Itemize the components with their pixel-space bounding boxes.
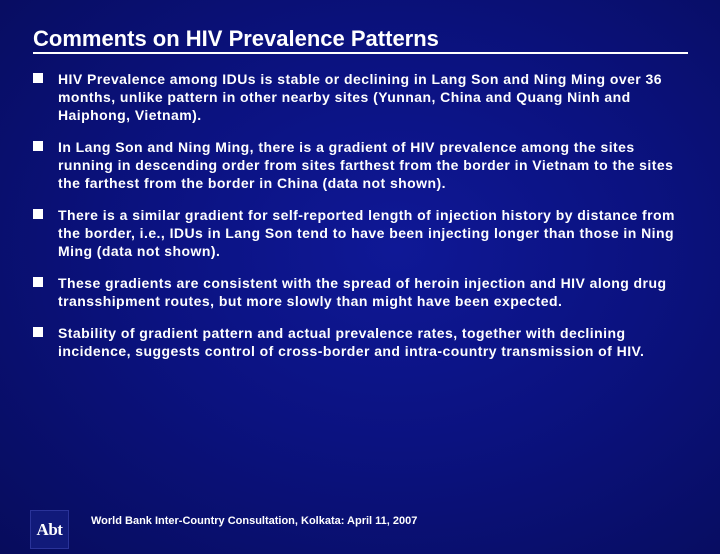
slide-title: Comments on HIV Prevalence Patterns	[33, 26, 688, 54]
logo-text: Abt	[36, 519, 63, 539]
square-bullet-icon	[33, 209, 43, 219]
footer-text: World Bank Inter-Country Consultation, Kolkata: April 11, 2007	[91, 515, 418, 527]
bullet-text: There is a similar gradient for self-reported length of injection history by distance from the border, i.e., IDUs in Lang Son tend to have been injecting longer than those in Ning Ming (data not shown).	[58, 207, 675, 259]
square-bullet-icon	[33, 277, 43, 287]
bullet-text: HIV Prevalence among IDUs is stable or declining in Lang Son and Ning Ming over 36 months, unlike pattern in other nearby sites (Yunnan, China and Quang Ninh and Haiphong, Vietnam).	[58, 71, 663, 123]
bullet-item	[33, 274, 683, 310]
bullet-item	[33, 138, 683, 192]
bullet-text: Stability of gradient pattern and actual prevalence rates, together with declining incidence, suggests control of cross-border and intra-country transmission of HIV.	[58, 325, 645, 359]
bullet-item	[33, 70, 683, 124]
square-bullet-icon	[33, 141, 43, 151]
bullet-list	[33, 70, 683, 374]
square-bullet-icon	[33, 327, 43, 337]
square-bullet-icon	[33, 73, 43, 83]
bullet-item	[33, 324, 683, 360]
bullet-item	[33, 206, 683, 260]
bullet-text: In Lang Son and Ning Ming, there is a gradient of HIV prevalence among the sites running in descending order from sites farthest from the border in Vietnam to the sites the farthest from the border in China (data not shown).	[58, 139, 674, 191]
abt-logo	[30, 510, 69, 549]
bullet-text: These gradients are consistent with the spread of heroin injection and HIV along drug transshipment routes, but more slowly than might have been expected.	[58, 275, 667, 309]
